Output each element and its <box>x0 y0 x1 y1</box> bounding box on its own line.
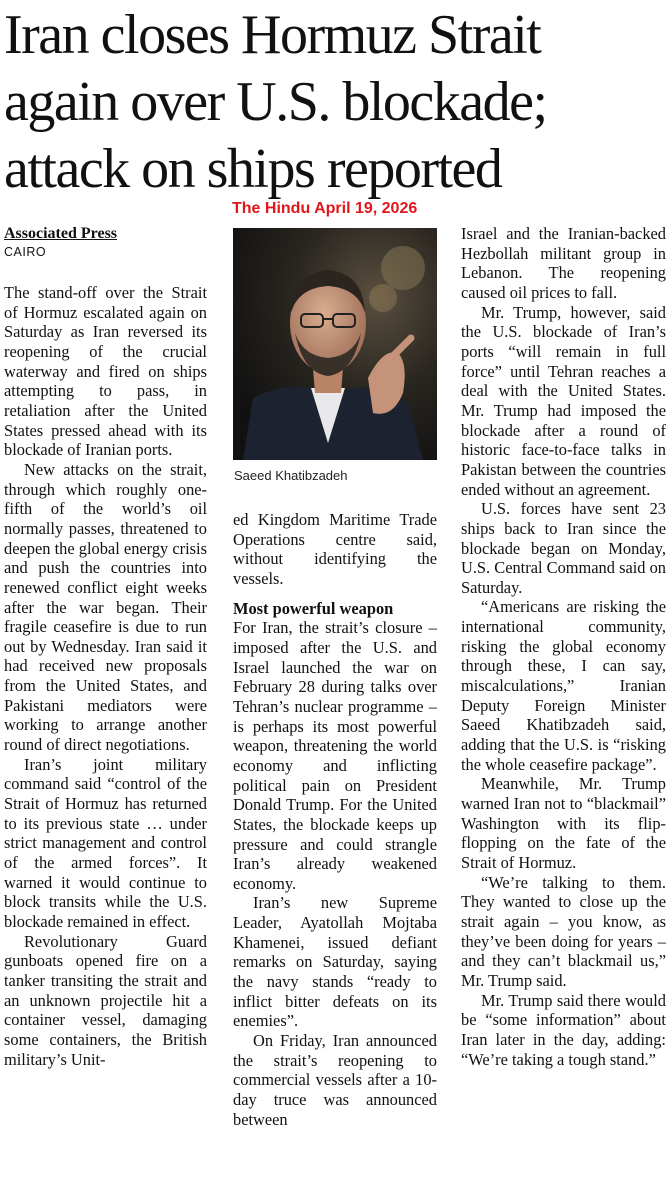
paragraph: Revolutionary Guard gunboats opened fire on a tanker transiting the strait and an unknown projectile hit a container vessel, damaging some containers, the British military’s Unit- <box>4 931 207 1069</box>
headline-line-1: Iran closes Hormuz Strait <box>4 4 541 66</box>
paragraph: On Friday, Iran announced the strait’s reopening to commercial vessels after a 10-day truce was announced between <box>233 1031 437 1129</box>
headline-line-3: attack on ships reported <box>4 138 502 200</box>
paragraph: “Americans are risking the international community, risking the global economy through these, I can say, miscalculations,” Iranian Deputy Foreign Minister Saeed Khatibzadeh said, adding that the U.S. is “risking the whole ceasefire package”. <box>461 597 666 774</box>
byline: Associated Press <box>4 225 118 242</box>
paragraph: The stand-off over the Strait of Hormuz escalated again on Saturday as Iran reversed its reopening of the crucial waterway and fired on ships attempting to pass, in retaliation after the United States pressed ahead with its blockade of Iranian ports. <box>4 283 207 460</box>
paragraph: For Iran, the strait’s closure – imposed after the U.S. and Israel launched the war on February 28 during talks over Tehran’s nuclear programme – is perhaps its most powerful weapon, threatening the world economy and inflicting political pain on President Donald Trump. For the United States, the blockade keeps up pressure and could strangle Iran’s already weakened economy. <box>233 618 437 893</box>
paragraph: ed Kingdom Maritime Trade Operations centre said, without identifying the vessels. <box>233 510 437 588</box>
headline-line-2: again over U.S. blockade; <box>4 71 547 133</box>
article-column-3 <box>461 224 666 1069</box>
photo-caption: Saeed Khatibzadeh <box>234 468 348 483</box>
subhead: Most powerful weapon <box>233 598 394 618</box>
article-column-2 <box>233 510 437 1129</box>
paragraph: “We’re talking to them. They wanted to close up the strait again – you know, as they’ve been doing for years – and they can’t blackmail us,” Mr. Trump said. <box>461 872 666 990</box>
article-column-1 <box>4 224 207 1069</box>
portrait-image <box>233 228 437 460</box>
paragraph: Mr. Trump said there would be “some information” about Iran later in the day, adding: “We’re taking a tough stand.” <box>461 990 666 1069</box>
paragraph: New attacks on the strait, through which roughly one-fifth of the world’s oil normally passes, threatened to deepen the global energy crisis and push the countries into renewed conflict eight weeks after the war began. Their fragile ceasefire is due to run out by Wednesday. Iran said it had received new proposals from the United States, and Pakistani mediators were working to arrange another round of direct negotiations. <box>4 459 207 755</box>
paragraph: Israel and the Iranian-backed Hezbollah militant group in Lebanon. The reopening caused oil prices to fall. <box>461 224 666 302</box>
paragraph: Mr. Trump, however, said the U.S. blockade of Iran’s ports “will remain in full force” until Tehran reaches a deal with the United States. Mr. Trump had imposed the blockade after a round of historic face-to-face talks in Pakistan between the countries ended without an agreement. <box>461 302 666 499</box>
paragraph: Iran’s new Supreme Leader, Ayatollah Mojtaba Khamenei, issued defiant remarks on Saturday, saying the navy stands “ready to inflict bitter defeats on its enemies”. <box>233 893 437 1031</box>
paragraph: U.S. forces have sent 23 ships back to Iran since the blockade began on Monday, U.S. Central Command said on Saturday. <box>461 499 666 597</box>
portrait-photo <box>233 228 437 460</box>
paragraph: Meanwhile, Mr. Trump warned Iran not to “blackmail” Washington with its flip-flopping on the fate of the Strait of Hormuz. <box>461 774 666 872</box>
dateline: CAIRO <box>4 245 47 259</box>
paragraph: Iran’s joint military command said “control of the Strait of Hormuz has returned to its previous state … under strict management and control of the armed forces”. It warned it would continue to block transits while the U.S. blockade remained in effect. <box>4 754 207 931</box>
source-tag: The Hindu April 19, 2026 <box>232 200 418 217</box>
headline <box>4 2 664 203</box>
